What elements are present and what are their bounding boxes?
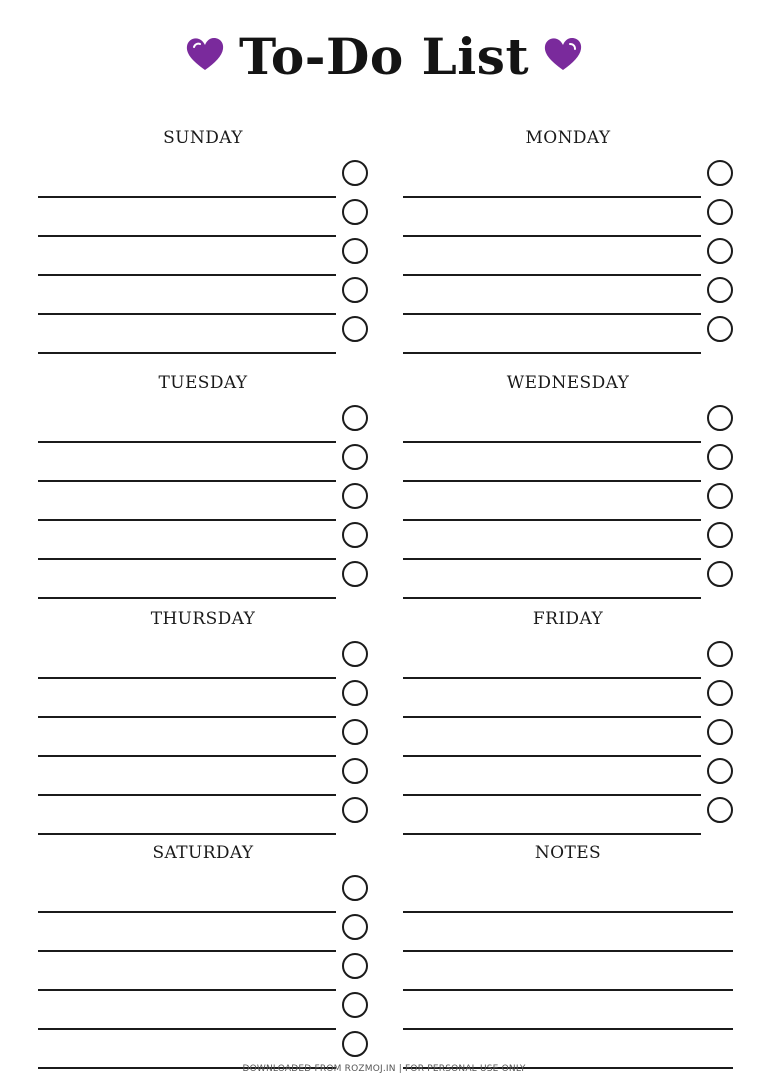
checkbox-circle[interactable] bbox=[707, 277, 733, 303]
day-section-tuesday bbox=[38, 373, 368, 391]
checkbox-circle[interactable] bbox=[342, 483, 368, 509]
task-row[interactable] bbox=[403, 639, 733, 679]
checkbox-circle[interactable] bbox=[707, 758, 733, 784]
checkbox-circle[interactable] bbox=[342, 316, 368, 342]
task-row[interactable] bbox=[38, 795, 368, 835]
task-row[interactable] bbox=[403, 275, 733, 315]
checkbox-circle[interactable] bbox=[342, 914, 368, 940]
checkbox-circle[interactable] bbox=[707, 641, 733, 667]
write-line[interactable] bbox=[403, 597, 701, 599]
title-row bbox=[0, 22, 768, 92]
checkbox-circle[interactable] bbox=[707, 316, 733, 342]
write-line[interactable] bbox=[38, 352, 336, 354]
task-row[interactable] bbox=[403, 158, 733, 198]
checkbox-circle[interactable] bbox=[342, 522, 368, 548]
section-title: FRIDAY bbox=[532, 609, 604, 629]
checkbox-circle[interactable] bbox=[342, 160, 368, 186]
checkbox-circle[interactable] bbox=[707, 483, 733, 509]
task-row[interactable] bbox=[403, 520, 733, 560]
notes-row[interactable] bbox=[403, 912, 733, 952]
task-row[interactable] bbox=[38, 756, 368, 796]
checkbox-circle[interactable] bbox=[707, 719, 733, 745]
section-title: SATURDAY bbox=[152, 843, 254, 863]
task-row[interactable] bbox=[403, 678, 733, 718]
task-row[interactable] bbox=[403, 442, 733, 482]
task-row[interactable] bbox=[38, 197, 368, 237]
task-row[interactable] bbox=[38, 990, 368, 1030]
task-row[interactable] bbox=[403, 197, 733, 237]
section-title: WEDNESDAY bbox=[506, 373, 630, 393]
task-row[interactable] bbox=[403, 314, 733, 354]
checkbox-circle[interactable] bbox=[342, 953, 368, 979]
write-line[interactable] bbox=[38, 833, 336, 835]
section-title: NOTES bbox=[534, 843, 602, 863]
checkbox-circle[interactable] bbox=[342, 680, 368, 706]
task-row[interactable] bbox=[38, 559, 368, 599]
checkbox-circle[interactable] bbox=[707, 522, 733, 548]
checkbox-circle[interactable] bbox=[707, 199, 733, 225]
notes-row[interactable] bbox=[403, 873, 733, 913]
day-section-monday bbox=[403, 128, 733, 391]
checkbox-circle[interactable] bbox=[707, 797, 733, 823]
task-row[interactable] bbox=[403, 236, 733, 276]
checkbox-circle[interactable] bbox=[707, 561, 733, 587]
checkbox-circle[interactable] bbox=[707, 160, 733, 186]
page-title: To-Do List bbox=[238, 27, 530, 86]
checkbox-circle[interactable] bbox=[342, 641, 368, 667]
section-title: THURSDAY bbox=[150, 609, 256, 629]
section-title: MONDAY bbox=[525, 128, 611, 148]
checkbox-circle[interactable] bbox=[707, 405, 733, 431]
task-row[interactable] bbox=[38, 236, 368, 276]
checkbox-circle[interactable] bbox=[342, 1031, 368, 1057]
task-row[interactable] bbox=[38, 639, 368, 679]
task-row[interactable] bbox=[38, 1029, 368, 1069]
checkbox-circle[interactable] bbox=[342, 444, 368, 470]
task-row[interactable] bbox=[38, 873, 368, 913]
task-row[interactable] bbox=[38, 717, 368, 757]
task-row[interactable] bbox=[38, 481, 368, 521]
checkbox-circle[interactable] bbox=[342, 875, 368, 901]
task-row[interactable] bbox=[38, 912, 368, 952]
task-row[interactable] bbox=[38, 403, 368, 443]
notes-row[interactable] bbox=[403, 990, 733, 1030]
checkbox-circle[interactable] bbox=[342, 992, 368, 1018]
write-line[interactable] bbox=[403, 833, 701, 835]
checkbox-circle[interactable] bbox=[342, 277, 368, 303]
task-row[interactable] bbox=[38, 275, 368, 315]
write-line[interactable] bbox=[403, 352, 701, 354]
notes-row[interactable] bbox=[403, 951, 733, 991]
purple-heart-icon bbox=[543, 36, 583, 72]
checkbox-circle[interactable] bbox=[342, 719, 368, 745]
section-title: TUESDAY bbox=[158, 373, 248, 393]
task-row[interactable] bbox=[38, 678, 368, 718]
checkbox-circle[interactable] bbox=[342, 199, 368, 225]
checkbox-circle[interactable] bbox=[342, 561, 368, 587]
checkbox-circle[interactable] bbox=[342, 797, 368, 823]
task-row[interactable] bbox=[403, 756, 733, 796]
day-section-sunday bbox=[38, 128, 368, 391]
task-row[interactable] bbox=[38, 442, 368, 482]
checkbox-circle[interactable] bbox=[707, 680, 733, 706]
checkbox-circle[interactable] bbox=[342, 405, 368, 431]
task-row[interactable] bbox=[403, 717, 733, 757]
task-row[interactable] bbox=[403, 481, 733, 521]
task-row[interactable] bbox=[38, 158, 368, 198]
checkbox-circle[interactable] bbox=[342, 238, 368, 264]
purple-heart-icon bbox=[185, 36, 225, 72]
footer-note: DOWNLOADED FROM ROZMOJ.IN | FOR PERSONAL USE ONLY bbox=[242, 1064, 526, 1074]
notes-row[interactable] bbox=[403, 1029, 733, 1069]
write-line[interactable] bbox=[38, 597, 336, 599]
task-row[interactable] bbox=[403, 795, 733, 835]
task-row[interactable] bbox=[403, 559, 733, 599]
task-row[interactable] bbox=[38, 520, 368, 560]
checkbox-circle[interactable] bbox=[707, 444, 733, 470]
task-row[interactable] bbox=[403, 403, 733, 443]
task-row[interactable] bbox=[38, 314, 368, 354]
checkbox-circle[interactable] bbox=[342, 758, 368, 784]
day-section-wednesday bbox=[403, 373, 733, 391]
checkbox-circle[interactable] bbox=[707, 238, 733, 264]
section-title: SUNDAY bbox=[163, 128, 243, 148]
task-row[interactable] bbox=[38, 951, 368, 991]
